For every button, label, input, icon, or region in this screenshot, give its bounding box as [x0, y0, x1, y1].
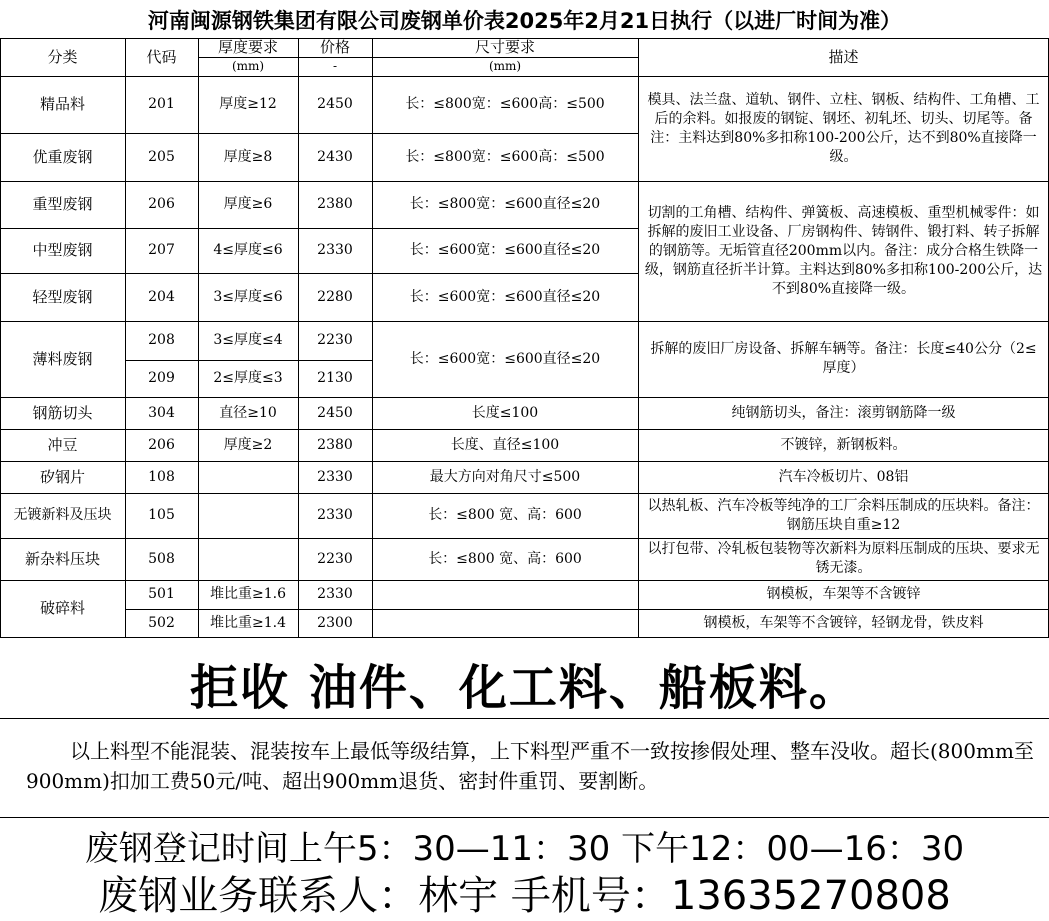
size-cell: 长：≤600宽：≤600直径≤20 — [409, 242, 601, 258]
size-cell: 长：≤800宽：≤600高：≤500 — [405, 148, 605, 165]
thickness-cell — [198, 461, 298, 493]
category-cell: 薄料废钢 — [32, 349, 93, 368]
thickness-cell: 厚度≥2 — [223, 436, 273, 453]
category-cell: 新杂料压块 — [24, 549, 100, 568]
size-cell: 长：≤800宽：≤600直径≤20 — [409, 196, 601, 212]
thickness-cell: 直径≥10 — [219, 404, 277, 421]
business-contact: 废钢业务联系人：林宇 手机号：13635270808 — [98, 873, 951, 919]
rule — [0, 718, 1049, 719]
category-cell: 无镀新料及压块 — [13, 507, 112, 523]
category-cell: 优重废钢 — [32, 147, 93, 166]
price-cell: 2330 — [317, 586, 353, 602]
thickness-cell: 4≤厚度≤6 — [213, 242, 283, 258]
header-size: 尺寸要求 — [474, 38, 535, 56]
header-description: 描述 — [828, 47, 859, 66]
code-cell: 205 — [148, 148, 175, 165]
price-cell: 2280 — [317, 288, 353, 305]
price-cell: 2430 — [317, 148, 353, 165]
description-cell: 纯钢筋切头，备注：滚剪钢筋降一级 — [731, 404, 956, 421]
document-title: 河南闽源钢铁集团有限公司废钢单价表2025年2月21日执行（以进厂时间为准） — [147, 9, 902, 33]
description-group-1: 模具、法兰盘、道轨、钢件、立柱、钢板、结构件、工角槽、工后的余料。如报废的钢锭、钢坯、初轧坯、切头、切尾等。备注：主料达到80%多扣称100-200公斤，达不到80%直接降一级。 — [647, 91, 1040, 165]
price-cell: 2380 — [317, 196, 353, 212]
price-cell: 2450 — [317, 96, 353, 112]
thickness-cell: 厚度≥8 — [223, 148, 273, 165]
category-cell: 钢筋切头 — [32, 403, 93, 422]
header-price: 价格 — [319, 38, 350, 56]
header-thickness: 厚度要求 — [217, 38, 278, 56]
size-cell: 长：≤800 宽、高：600 — [428, 550, 582, 567]
price-cell: 2330 — [317, 468, 353, 485]
description-cell: 钢模板，车架等不含镀锌 — [766, 586, 921, 602]
code-cell: 206 — [148, 436, 175, 453]
code-cell: 208 — [148, 332, 175, 348]
price-cell: 2450 — [317, 404, 353, 421]
thickness-cell: 3≤厚度≤4 — [213, 332, 283, 348]
description-cell: 不镀锌，新钢板料。 — [780, 436, 907, 453]
size-cell: 长度、直径≤100 — [450, 436, 560, 453]
category-cell: 中型废钢 — [32, 241, 93, 259]
code-cell: 501 — [148, 586, 175, 602]
thickness-cell: 2≤厚度≤3 — [213, 370, 283, 386]
code-cell: 108 — [148, 468, 175, 485]
price-cell: 2330 — [317, 242, 353, 258]
thickness-cell: 堆比重≥1.6 — [210, 586, 286, 602]
description-group-2: 切割的工角槽、结构件、弹簧板、高速模板、重型机械零件：如拆解的废旧工业设备、厂房钢构件、铸钢件、锻打料、转子拆解的钢筋等。无垢管直径200mm以内。备注：成分合格生铁降一级，钢筋直径折半计算。主料达到80%多扣称100-200公斤，达不到80%直接降一级。 — [644, 204, 1043, 297]
thickness-cell: 厚度≥12 — [219, 96, 277, 112]
header-size-unit: (mm) — [488, 59, 522, 73]
description-cell: 钢模板，车架等不含镀锌，轻钢龙骨，铁皮料 — [703, 614, 984, 631]
thickness-cell: 堆比重≥1.4 — [210, 614, 286, 631]
rules-note: 以上料型不能混装、混装按车上最低等级结算，上下料型严重不一致按掺假处理、整车没收。超长(800mm至900mm)扣加工费50元/吨、超出900mm退货、密封件重罚、要割断。 — [26, 739, 1034, 793]
category-cell: 破碎料 — [39, 599, 85, 617]
size-cell: 长：≤600宽：≤600直径≤20 — [409, 350, 601, 367]
code-cell: 204 — [148, 288, 175, 305]
price-cell: 2230 — [317, 550, 353, 567]
code-cell: 207 — [148, 242, 175, 258]
price-cell: 2230 — [317, 332, 353, 348]
thickness-cell — [198, 538, 298, 580]
description-cell: 以打包带、冷轧板包装物等次新料为原料压制成的压块、要求无锈无漆。 — [647, 541, 1040, 576]
header-category: 分类 — [47, 47, 78, 66]
thickness-cell: 厚度≥6 — [223, 196, 273, 212]
price-cell: 2330 — [317, 507, 353, 523]
size-cell: 长：≤800宽：≤600高：≤500 — [405, 96, 605, 112]
code-cell: 209 — [148, 370, 175, 386]
price-cell: 2300 — [317, 614, 353, 631]
code-cell: 304 — [148, 404, 175, 421]
category-cell: 精品料 — [39, 95, 85, 113]
size-cell: 长：≤600宽：≤600直径≤20 — [409, 288, 601, 305]
size-cell: 长：≤800 宽、高：600 — [428, 507, 582, 523]
category-cell: 冲豆 — [47, 435, 78, 454]
price-cell: 2130 — [317, 370, 353, 386]
rule — [0, 817, 1049, 818]
category-cell: 矽钢片 — [39, 467, 85, 486]
category-cell: 重型废钢 — [32, 195, 93, 213]
price-cell: 2380 — [317, 436, 353, 453]
thickness-cell — [198, 493, 298, 538]
code-cell: 201 — [148, 96, 175, 112]
code-cell: 502 — [148, 614, 175, 631]
rule — [0, 637, 1049, 638]
registration-hours: 废钢登记时间上午5：30—11：30 下午12：00—16：30 — [84, 828, 965, 869]
thickness-cell: 3≤厚度≤6 — [213, 288, 283, 305]
description-cell: 以热轧板、汽车冷板等纯净的工厂余料压制成的压块料。备注：钢筋压块自重≥12 — [647, 497, 1040, 533]
description-cell: 汽车冷板切片、08铝 — [778, 468, 909, 485]
size-cell: 最大方向对角尺寸≤500 — [429, 468, 581, 485]
header-thickness-unit: (mm) — [231, 59, 265, 73]
size-cell: 长度≤100 — [471, 404, 539, 421]
header-price-unit: - — [332, 59, 338, 73]
header-code: 代码 — [146, 47, 177, 66]
code-cell: 206 — [148, 196, 175, 212]
description-group-3: 拆解的废旧厂房设备、拆解车辆等。备注：长度≤40公分（2≤厚度） — [650, 341, 1037, 376]
code-cell: 105 — [148, 507, 175, 523]
code-cell: 508 — [148, 550, 175, 567]
reject-notice: 拒收 油件、化工料、船板料。 — [190, 659, 859, 716]
category-cell: 轻型废钢 — [32, 287, 93, 306]
